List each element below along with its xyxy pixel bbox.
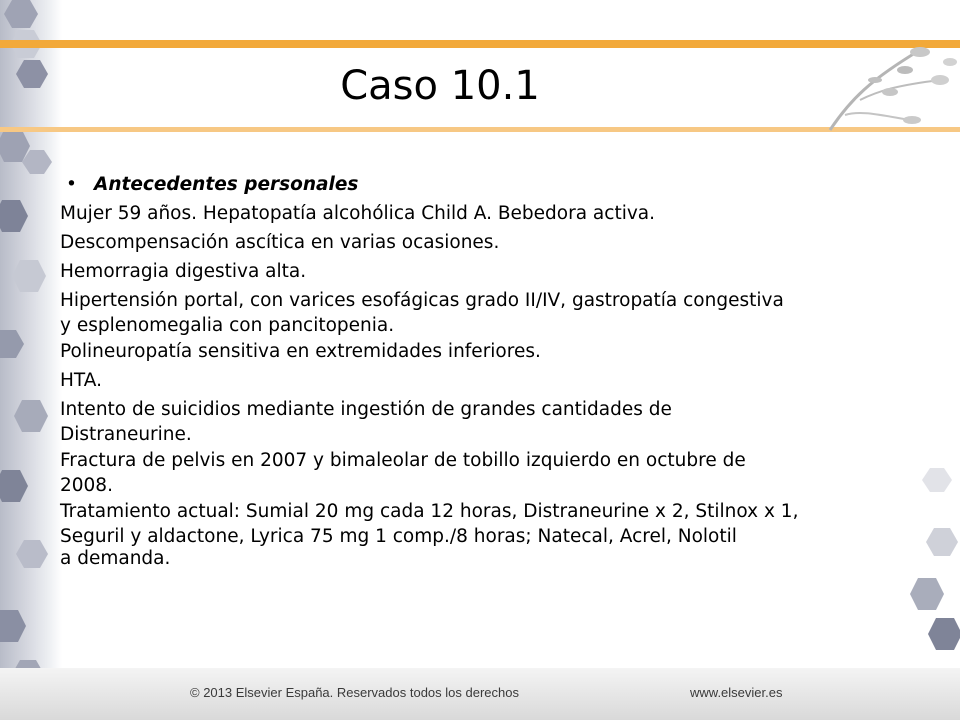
history-item-text: HTA. bbox=[60, 370, 102, 391]
footer-bar bbox=[0, 668, 960, 720]
history-item-text: Polineuropatía sensitiva en extremidades inferiores. bbox=[60, 341, 541, 362]
history-item bbox=[60, 497, 930, 570]
history-item-text: Hemorragia digestiva alta. bbox=[60, 261, 307, 282]
history-item-continuation: 2008. bbox=[60, 475, 113, 496]
history-item-text: Fractura de pelvis en 2007 y bimaleolar de tobillo izquierdo en octubre de bbox=[60, 450, 746, 471]
history-item bbox=[60, 337, 930, 366]
history-item-text: Tratamiento actual: Sumial 20 mg cada 12 horas, Distraneurine x 2, Stilnox x 1, bbox=[60, 501, 799, 522]
history-item-text: Intento de suicidios mediante ingestión de grandes cantidades de bbox=[60, 399, 672, 420]
history-item-text: Mujer 59 años. Hepatopatía alcohólica Child A. Bebedora activa. bbox=[60, 203, 655, 224]
section-heading-row bbox=[60, 170, 930, 199]
history-item-continuation: Distraneurine. bbox=[60, 424, 192, 445]
copyright-text: © 2013 Elsevier España. Reservados todos los derechos bbox=[190, 685, 519, 700]
bullet-icon: • bbox=[66, 174, 77, 195]
history-item bbox=[60, 199, 930, 228]
history-item-continuation: y esplenomegalia con pancitopenia. bbox=[60, 315, 395, 336]
history-item bbox=[60, 395, 930, 446]
history-item-text: Hipertensión portal, con varices esofágicas grado II/IV, gastropatía congestiva bbox=[60, 290, 784, 311]
history-item bbox=[60, 366, 930, 395]
right-decor bbox=[900, 468, 960, 668]
history-item bbox=[60, 257, 930, 286]
history-item-text: Descompensación ascítica en varias ocasiones. bbox=[60, 232, 500, 253]
hexagon-cluster-icon bbox=[900, 468, 960, 668]
slide-body bbox=[60, 170, 930, 570]
slide-title: Caso 10.1 bbox=[340, 63, 540, 109]
history-item-continuation: Seguril y aldactone, Lyrica 75 mg 1 comp./8 horas; Natecal, Acrel, Nolotil bbox=[60, 526, 737, 547]
history-item bbox=[60, 228, 930, 257]
publisher-url[interactable]: www.elsevier.es bbox=[690, 685, 783, 700]
history-item bbox=[60, 446, 930, 497]
history-list bbox=[60, 199, 930, 570]
history-item-continuation: a demanda. bbox=[60, 548, 171, 569]
history-item bbox=[60, 286, 930, 337]
section-heading: Antecedentes personales bbox=[94, 174, 359, 195]
